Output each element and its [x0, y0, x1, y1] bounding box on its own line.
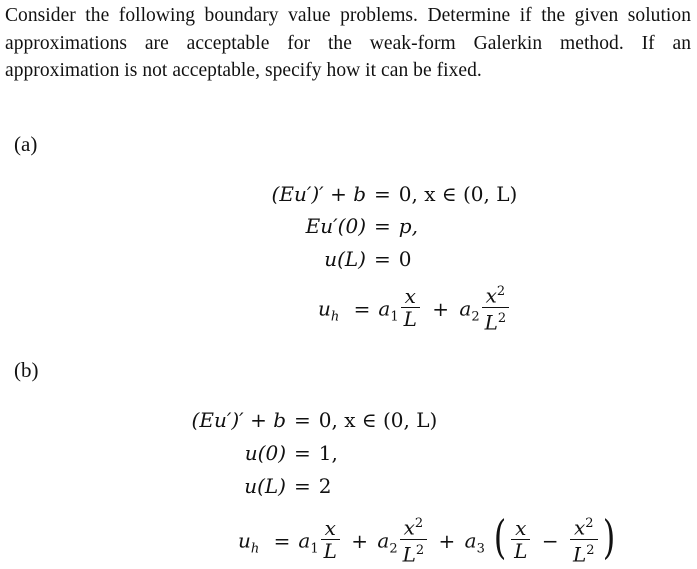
part-a-equation-3 — [248, 247, 412, 271]
part-b-approximation — [238, 510, 617, 568]
numerator-base: x — [485, 283, 497, 308]
fraction-x-over-L — [321, 517, 340, 562]
fraction-x2-over-L2 — [400, 513, 428, 565]
equals-sign: = — [374, 247, 391, 271]
equals-sign: = — [273, 528, 291, 553]
fraction-x-over-L — [401, 285, 420, 330]
part-b-eq3-lhs: u(L) — [244, 474, 286, 498]
fraction-denominator — [400, 540, 428, 566]
part-b-eq2-rhs: 1, — [318, 441, 338, 465]
coef-a1-sub: 1 — [390, 309, 399, 325]
numerator-base: x — [403, 515, 415, 540]
approx-symbol: u — [318, 296, 331, 321]
part-a-eq2-rhs: p, — [398, 214, 418, 238]
left-paren: ( — [493, 510, 507, 565]
fraction-numerator: x — [401, 285, 420, 308]
part-a-eq1-lhs: (Eu′)′ + b — [271, 182, 366, 206]
problem-statement: Consider the following boundary value problems. Determine if the given solution approximations are acceptable for the weak-form Galerkin method. If an approximation is not acceptable, specify how it can be fixed. — [5, 5, 691, 81]
numerator-base: x — [573, 515, 586, 540]
part-a-eq3-lhs: u(L) — [324, 247, 366, 271]
numerator-exponent: 2 — [414, 516, 424, 531]
fraction-numerator — [482, 281, 510, 308]
coef-a2-sub: 2 — [471, 309, 480, 325]
fraction-numerator: x — [321, 517, 340, 540]
part-a-eq1-rhs-text: 0, x ∈ (0, L) — [398, 182, 518, 206]
fraction-denominator: L — [403, 306, 417, 331]
part-b-equation-2 — [168, 441, 338, 465]
part-a-eq3-rhs: 0 — [398, 247, 412, 271]
approx-subscript: h — [250, 541, 260, 557]
part-b-eq2-lhs: u(0) — [244, 441, 286, 465]
fraction-denominator: L — [514, 538, 528, 563]
coef-a1: a — [378, 296, 391, 321]
numerator-exponent: 2 — [585, 516, 594, 531]
plus-sign: + — [438, 528, 456, 553]
fraction-x2-over-L2 — [482, 281, 510, 333]
approx-symbol: u — [238, 528, 251, 553]
plus-sign: + — [432, 296, 450, 321]
coef-a2: a — [377, 528, 390, 553]
part-a-equation-1 — [248, 182, 517, 206]
fraction-numerator: x — [511, 517, 530, 540]
part-b-equation-1 — [168, 408, 437, 432]
coef-a1-sub: 1 — [310, 541, 319, 557]
coef-a3: a — [464, 528, 477, 553]
denominator-base: L — [402, 542, 416, 567]
right-paren: ) — [602, 510, 615, 565]
denominator-exponent: 2 — [415, 542, 425, 558]
part-b-eq1-lhs: (Eu′)′ + b — [191, 408, 286, 432]
fraction-x2-over-L2 — [570, 513, 598, 565]
denominator-exponent: 2 — [497, 310, 507, 326]
fraction-denominator — [482, 308, 510, 334]
fraction-numerator — [400, 513, 428, 540]
approx-subscript: h — [330, 309, 340, 325]
fraction-numerator — [570, 513, 598, 540]
plus-sign: + — [351, 528, 369, 553]
fraction-denominator — [570, 540, 598, 566]
part-a-equation-2 — [248, 214, 418, 238]
part-b-equation-3 — [168, 474, 332, 498]
equals-sign: = — [353, 296, 371, 321]
fraction-denominator: L — [323, 538, 337, 563]
equals-sign: = — [374, 214, 391, 238]
denominator-exponent: 2 — [586, 542, 595, 558]
part-a-label: (a) — [14, 132, 38, 156]
equals-sign: = — [294, 408, 311, 432]
coef-a3-sub: 3 — [476, 541, 485, 557]
coef-a1: a — [298, 528, 311, 553]
denominator-base: L — [572, 542, 587, 567]
equals-sign: = — [294, 474, 311, 498]
minus-sign: − — [541, 528, 559, 553]
part-b-eq3-rhs: 2 — [318, 474, 332, 498]
part-a-eq1-rhs — [399, 182, 518, 206]
part-a-eq2-lhs: Eu′(0) — [305, 214, 366, 238]
fraction-x-over-L — [511, 517, 530, 562]
coef-a2-sub: 2 — [389, 541, 398, 557]
denominator-base: L — [484, 310, 498, 335]
equals-sign: = — [374, 182, 391, 206]
part-b-eq1-rhs: 0, x ∈ (0, L) — [318, 408, 438, 432]
coef-a2: a — [459, 296, 472, 321]
part-b-label: (b) — [14, 358, 39, 382]
equals-sign: = — [294, 441, 311, 465]
part-a-approximation — [318, 284, 511, 336]
numerator-exponent: 2 — [496, 284, 506, 299]
